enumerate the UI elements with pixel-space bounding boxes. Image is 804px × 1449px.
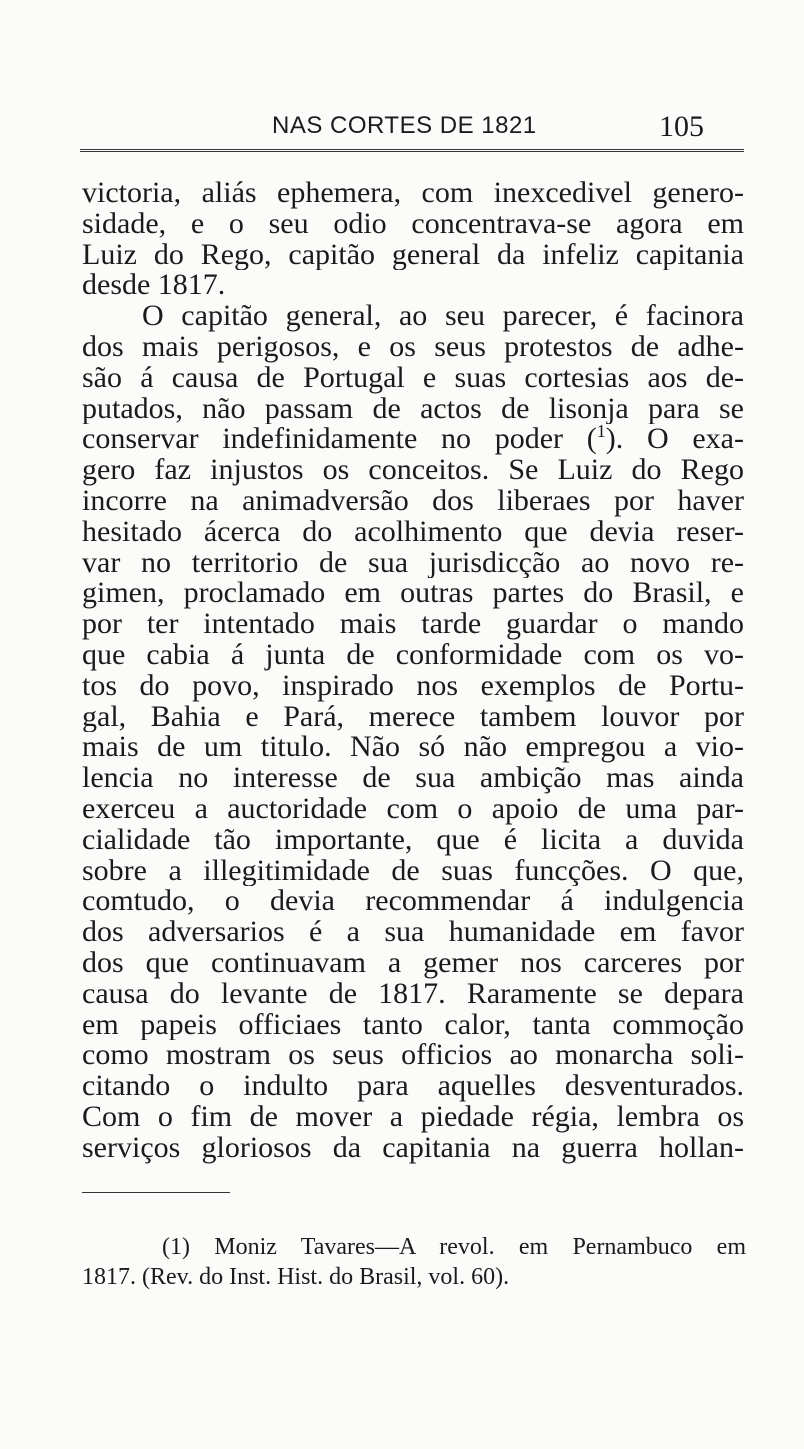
text-line: dos adversarios é a sua humanidade em favor [82, 917, 744, 948]
text-line-with-note [82, 424, 744, 455]
text-line: sidade, e o seu odio concentrava-se agora em [82, 208, 744, 240]
text-line: mais de um titulo. Não só não empregou a vio- [82, 732, 744, 764]
page-number: 105 [659, 110, 704, 143]
text-line: como mostram os seus officios ao monarcha soli- [82, 1040, 744, 1072]
text-line: serviços gloriosos da capitania na guerra hollan- [82, 1132, 744, 1164]
text-line-part: conservar indefinidamente no poder [82, 424, 564, 456]
footnote-line: 1817. (Rev. do Inst. Hist. do Brasil, vol. 60). [82, 1264, 510, 1290]
body-text [82, 178, 744, 1164]
text-line-part: O exa- [623, 424, 744, 456]
footnote-line: (1) Moniz Tavares—A revol. em Pernambuco em [162, 1234, 746, 1260]
text-line: exerceu a auctoridade com o apoio de uma par- [82, 793, 744, 825]
note-reference-number: 1 [596, 424, 606, 442]
running-header [82, 112, 744, 146]
text-line: dos que continuavam a gemer nos carceres por [82, 947, 744, 979]
text-line: dos mais perigosos, e os seus protestos de adhe- [82, 331, 744, 363]
text-line: são á causa de Portugal e suas cortesias aos de- [82, 362, 744, 394]
text-line: desde 1817. [82, 270, 226, 302]
text-line: O capitão general, ao seu parecer, é facinora [142, 301, 744, 332]
text-line: comtudo, o devia recommendar á indulgencia [82, 886, 744, 918]
text-line: var no territorio de sua jurisdicção ao novo re- [82, 547, 744, 579]
note-reference: ($^1$). [587, 424, 624, 455]
footnote [82, 1232, 746, 1292]
text-line: hesitado ácerca do acolhimento que devia reser- [82, 516, 744, 548]
text-line: sobre a illegitimidade de suas funcções. O que, [82, 855, 744, 887]
text-line: lencia no interesse de sua ambição mas ainda [82, 763, 744, 794]
text-line: que cabia á junta de conformidade com os vo- [82, 639, 744, 671]
text-line: por ter intentado mais tarde guardar o mando [82, 609, 744, 640]
text-line: putados, não passam de actos de lisonja para se [82, 393, 744, 425]
text-line: gal, Bahia e Pará, merece tambem louvor por [82, 701, 744, 733]
text-line: citando o indulto para aquelles desventurados. [82, 1071, 744, 1102]
text-line: cialidade tão importante, que é licita a duvida [82, 824, 744, 856]
text-line: tos do povo, inspirado nos exemplos de Portu- [82, 670, 744, 702]
header-rule [80, 149, 744, 152]
text-line: victoria, aliás ephemera, com inexcedivel genero- [82, 178, 744, 209]
text-line: Luiz do Rego, capitão general da infeliz capitania [82, 239, 744, 271]
text-line: gero faz injustos os conceitos. Se Luiz do Rego [82, 455, 744, 486]
text-line: gimen, proclamado em outras partes do Brasil, e [82, 578, 744, 610]
text-line: Com o fim de mover a piedade régia, lembra os [82, 1101, 744, 1133]
footnote-rule [82, 1192, 230, 1193]
text-line: incorre na animadversão dos liberaes por haver [82, 485, 744, 517]
text-line: em papeis officiaes tanto calor, tanta commoção [82, 1009, 744, 1041]
text-line: causa do levante de 1817. Raramente se depara [82, 978, 744, 1010]
running-title: NAS CORTES DE 1821 [272, 112, 537, 139]
